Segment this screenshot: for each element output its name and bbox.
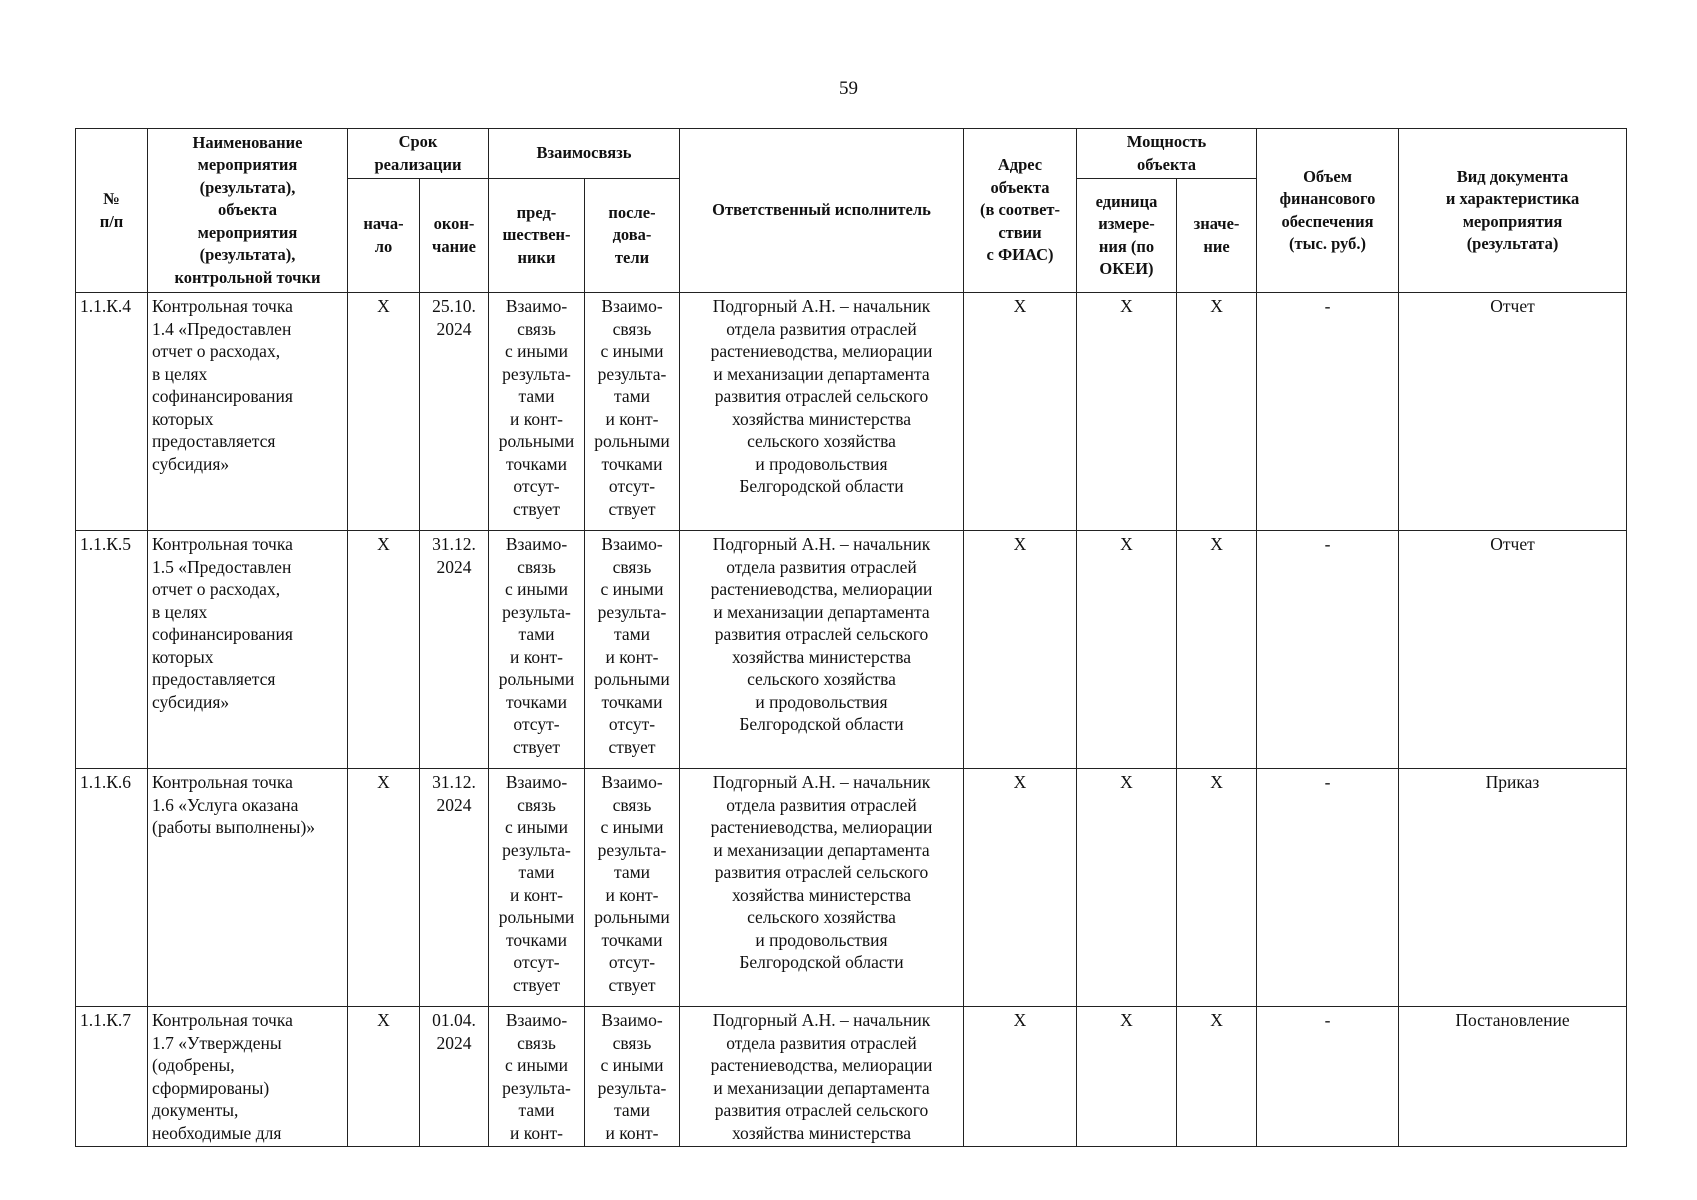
cell-prev: Взаимо- связь с иными результа- тами и конт- рольными точками отсут- ствует xyxy=(489,293,585,531)
cell-num: 1.1.К.5 xyxy=(76,531,148,769)
header-capacity: Мощность объекта xyxy=(1077,129,1257,179)
header-responsible: Ответственный исполнитель xyxy=(680,129,964,293)
cell-funding: - xyxy=(1257,769,1399,1007)
cell-responsible: Подгорный А.Н. – начальник отдела развития отраслей растениеводства, мелиорации и механизации департамента развития отраслей сельского хозяйства министерства сельского хозяйства и продовольствия Белгородской области xyxy=(680,769,964,1007)
cell-doc-type: Отчет xyxy=(1399,293,1627,531)
cell-prev: Взаимо- связь с иными результа- тами и конт- xyxy=(489,1007,585,1147)
cell-unit: X xyxy=(1077,531,1177,769)
cell-address: X xyxy=(964,531,1077,769)
cell-prev: Взаимо- связь с иными результа- тами и конт- рольными точками отсут- ствует xyxy=(489,531,585,769)
cell-next: Взаимо- связь с иными результа- тами и конт- рольными точками отсут- ствует xyxy=(585,293,680,531)
header-term-start: нача- ло xyxy=(348,179,420,293)
cell-next: Взаимо- связь с иными результа- тами и конт- xyxy=(585,1007,680,1147)
cell-start: X xyxy=(348,531,420,769)
cell-address: X xyxy=(964,293,1077,531)
cell-unit: X xyxy=(1077,769,1177,1007)
header-funding: Объем финансового обеспечения (тыс. руб.) xyxy=(1257,129,1399,293)
cell-num: 1.1.К.7 xyxy=(76,1007,148,1147)
table-row xyxy=(76,293,1627,531)
table-row xyxy=(76,531,1627,769)
cell-doc-type: Постановление xyxy=(1399,1007,1627,1147)
cell-doc-type: Отчет xyxy=(1399,531,1627,769)
header-num: № п/п xyxy=(76,129,148,293)
header-term-end: окон- чание xyxy=(420,179,489,293)
control-points-table xyxy=(75,128,1627,1147)
cell-end: 31.12. 2024 xyxy=(420,769,489,1007)
cell-name: Контрольная точка 1.7 «Утверждены (одобрены, сформированы) документы, необходимые для xyxy=(148,1007,348,1147)
header-relation: Взаимосвязь xyxy=(489,129,680,179)
cell-end: 31.12. 2024 xyxy=(420,531,489,769)
cell-name: Контрольная точка 1.5 «Предоставлен отчет о расходах, в целях софинансирования которых предоставляется субсидия» xyxy=(148,531,348,769)
cell-funding: - xyxy=(1257,1007,1399,1147)
cell-unit: X xyxy=(1077,293,1177,531)
cell-start: X xyxy=(348,769,420,1007)
cell-responsible: Подгорный А.Н. – начальник отдела развития отраслей растениеводства, мелиорации и механизации департамента развития отраслей сельского хозяйства министерства сельского хозяйства и продовольствия Белгородской области xyxy=(680,531,964,769)
cell-end: 01.04. 2024 xyxy=(420,1007,489,1147)
cell-doc-type: Приказ xyxy=(1399,769,1627,1007)
cell-next: Взаимо- связь с иными результа- тами и конт- рольными точками отсут- ствует xyxy=(585,531,680,769)
header-term: Срок реализации xyxy=(348,129,489,179)
cell-value: X xyxy=(1177,293,1257,531)
cell-value: X xyxy=(1177,1007,1257,1147)
cell-next: Взаимо- связь с иными результа- тами и конт- рольными точками отсут- ствует xyxy=(585,769,680,1007)
cell-address: X xyxy=(964,1007,1077,1147)
table-row xyxy=(76,769,1627,1007)
header-capacity-value: значе- ние xyxy=(1177,179,1257,293)
cell-address: X xyxy=(964,769,1077,1007)
header-name: Наименование мероприятия (результата), объекта мероприятия (результата), контрольной точки xyxy=(148,129,348,293)
table-row xyxy=(76,1007,1627,1147)
cell-unit: X xyxy=(1077,1007,1177,1147)
cell-name: Контрольная точка 1.6 «Услуга оказана (работы выполнены)» xyxy=(148,769,348,1007)
cell-responsible: Подгорный А.Н. – начальник отдела развития отраслей растениеводства, мелиорации и механизации департамента развития отраслей сельского хозяйства министерства xyxy=(680,1007,964,1147)
cell-end: 25.10. 2024 xyxy=(420,293,489,531)
cell-name: Контрольная точка 1.4 «Предоставлен отчет о расходах, в целях софинансирования которых предоставляется субсидия» xyxy=(148,293,348,531)
cell-value: X xyxy=(1177,769,1257,1007)
header-capacity-unit: единица измере- ния (по ОКЕИ) xyxy=(1077,179,1177,293)
cell-value: X xyxy=(1177,531,1257,769)
header-row-top xyxy=(76,129,1627,179)
header-relation-next: после- дова- тели xyxy=(585,179,680,293)
cell-num: 1.1.К.4 xyxy=(76,293,148,531)
cell-funding: - xyxy=(1257,293,1399,531)
header-doc-type: Вид документа и характеристика мероприятия (результата) xyxy=(1399,129,1627,293)
cell-start: X xyxy=(348,293,420,531)
header-address: Адрес объекта (в соответ- ствии с ФИАС) xyxy=(964,129,1077,293)
cell-num: 1.1.К.6 xyxy=(76,769,148,1007)
page-number: 59 xyxy=(839,78,858,99)
cell-prev: Взаимо- связь с иными результа- тами и конт- рольными точками отсут- ствует xyxy=(489,769,585,1007)
header-relation-prev: пред- шествен- ники xyxy=(489,179,585,293)
cell-start: X xyxy=(348,1007,420,1147)
cell-responsible: Подгорный А.Н. – начальник отдела развития отраслей растениеводства, мелиорации и механизации департамента развития отраслей сельского хозяйства министерства сельского хозяйства и продовольствия Белгородской области xyxy=(680,293,964,531)
cell-funding: - xyxy=(1257,531,1399,769)
